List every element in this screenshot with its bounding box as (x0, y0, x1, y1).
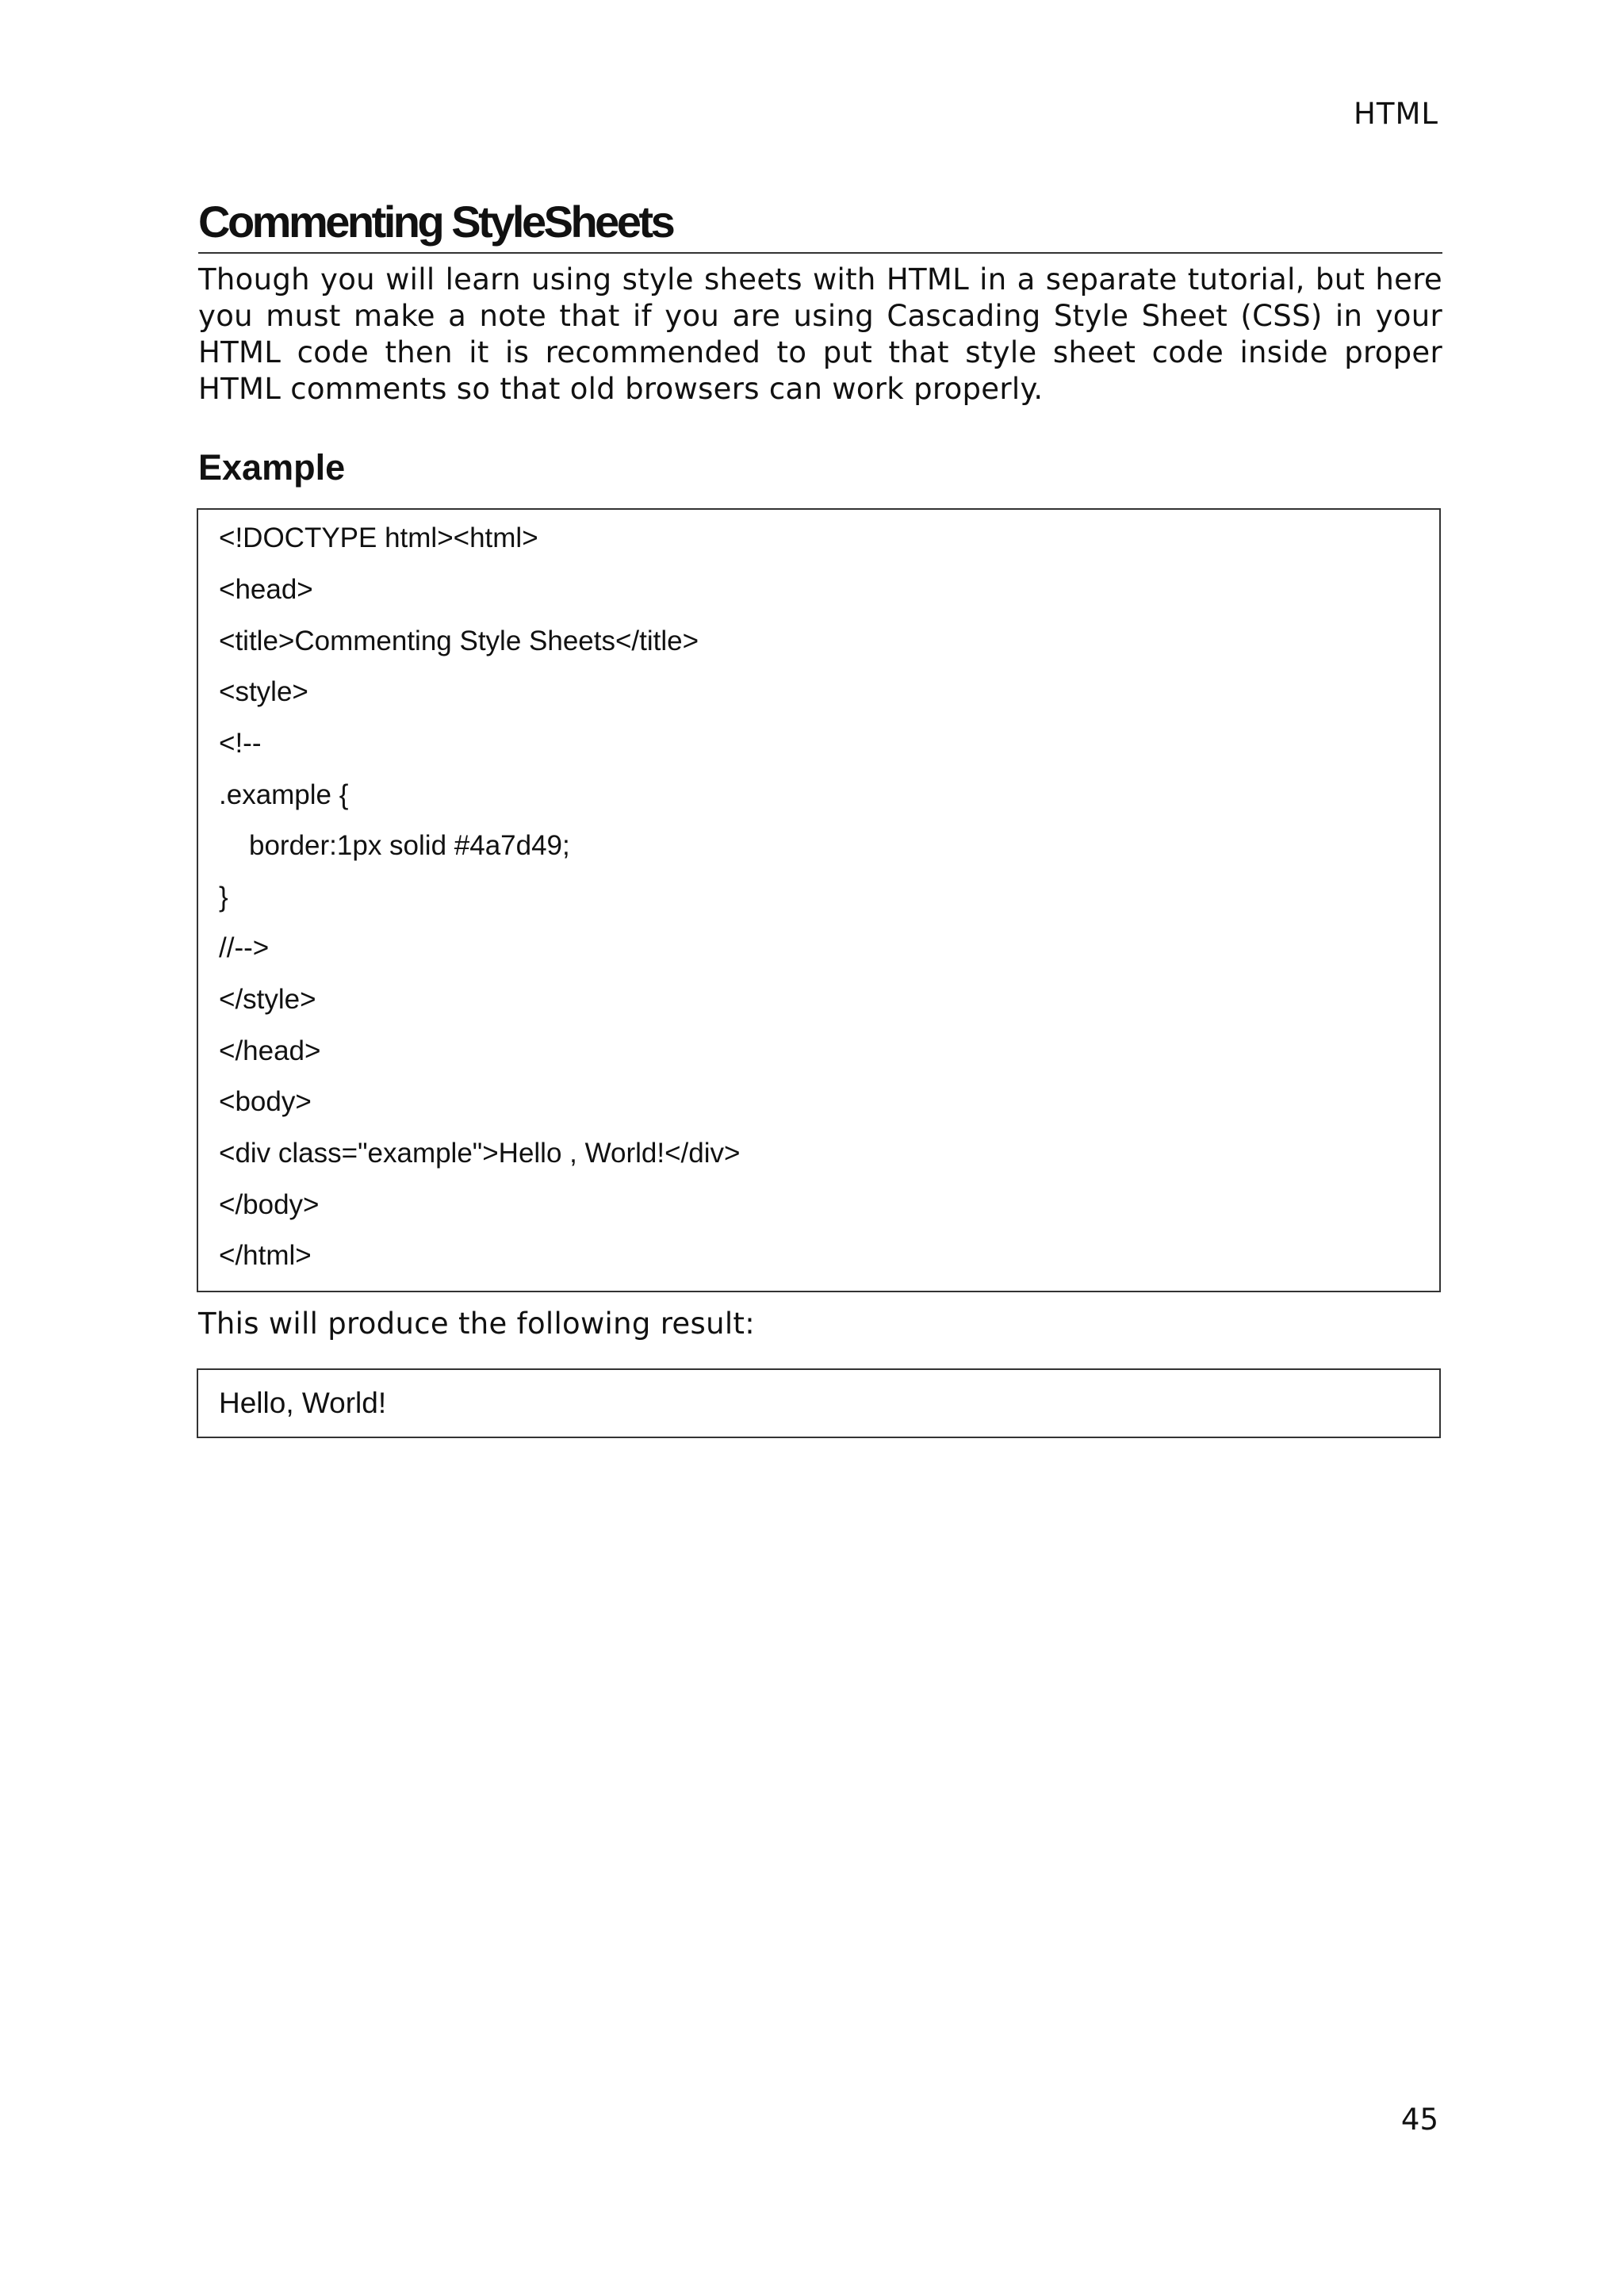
example-heading: Example (198, 447, 346, 488)
page-number: 45 (1400, 2103, 1438, 2137)
intro-paragraph: Though you will learn using style sheets with HTML in a separate tutorial, but here you must make a note that if you are using Cascading Style Sheet (CSS) in your HTML code then it is recommended to put that style sheet code inside proper HTML comments so that old browsers can work properly. (198, 262, 1442, 406)
page-title: Commenting StyleSheets (198, 193, 1442, 254)
code-line: <!DOCTYPE html><html> (219, 522, 538, 553)
code-line: <head> (219, 574, 313, 605)
code-line: <body> (219, 1086, 312, 1117)
code-example-box (197, 508, 1441, 1292)
code-line: </style> (219, 984, 316, 1015)
code-line: } (219, 882, 228, 913)
code-line: <style> (219, 676, 308, 707)
running-header: HTML (1354, 97, 1438, 131)
code-line: </html> (219, 1240, 312, 1271)
code-line: <!-- (219, 728, 262, 759)
code-line: </head> (219, 1035, 321, 1066)
result-box (197, 1368, 1441, 1438)
result-output: Hello, World! (219, 1387, 387, 1419)
code-line: <title>Commenting Style Sheets</title> (219, 626, 699, 656)
code-line: //--> (219, 932, 270, 963)
code-line: <div class="example">Hello , World!</div> (219, 1138, 741, 1169)
result-label: This will produce the following result: (198, 1307, 755, 1341)
code-line: </body> (219, 1189, 320, 1220)
code-line: .example { (219, 779, 349, 810)
code-line: border:1px solid #4a7d49; (249, 830, 570, 861)
